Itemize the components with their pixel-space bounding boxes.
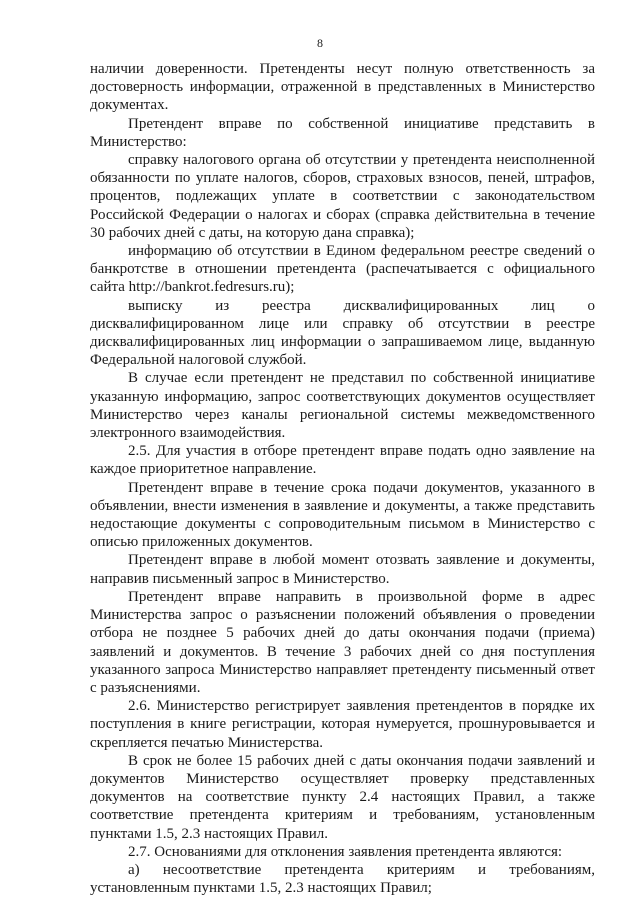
paragraph: В случае если претендент не представил по собственной инициативе указанную информацию, запрос соответствующих документов осуществляет Министерство через каналы региональной системы межведомственного электронного взаимодействия.: [90, 370, 595, 442]
paragraph: информацию об отсутствии в Едином федеральном реестре сведений о банкротстве в отношении претендента (распечатывается с официального сайта http://bankrot.fedresurs.ru);: [90, 243, 595, 296]
page-number: 8: [317, 36, 323, 50]
document-body: [90, 60, 595, 897]
paragraph: Претендент вправе в течение срока подачи документов, указанного в объявлении, внести изменения в заявление и документы, а также представить недостающие документы с сопроводительным письмом в Министерство с описью приложенных документов.: [90, 479, 595, 551]
paragraph: 2.5. Для участия в отборе претендент вправе подать одно заявление на каждое приоритетное направление.: [90, 443, 595, 478]
paragraph: справку налогового органа об отсутствии у претендента неисполненной обязанности по уплате налогов, сборов, страховых взносов, пеней, штрафов, процентов, подлежащих уплате в соответствии с законодательством Российской Федерации о налогах и сборах (справка действительна в течение 30 рабочих дней с даты, на которую дана справка);: [90, 152, 595, 241]
paragraph: В срок не более 15 рабочих дней с даты окончания подачи заявлений и документов Министерство осуществляет проверку представленных документов на соответствие пункту 2.4 настоящих Правил, а также соответствие претендента критериям и требованиям, установленным пунктами 1.5, 2.3 настоящих Правил.: [90, 752, 595, 842]
paragraph: 2.6. Министерство регистрирует заявления претендентов в порядке их поступления в книге регистрации, которая нумеруется, прошнуровывается и скрепляется печатью Министерства.: [90, 698, 595, 751]
paragraph: 2.7. Основаниями для отклонения заявления претендента являются:: [128, 843, 563, 860]
paragraph: выписку из реестра дисквалифицированных лиц о дисквалифицированном лице или справку об отсутствии в реестре дисквалифицированных лиц информации о запрашиваемом лице, выданную Федеральной налоговой службой.: [90, 297, 595, 369]
paragraph: а) несоответствие претендента критериям и требованиям, установленным пунктами 1.5, 2.3 настоящих Правил;: [90, 861, 595, 897]
paragraph: наличии доверенности. Претенденты несут полную ответственность за достоверность информации, отраженной в представленных в Министерство документах.: [90, 61, 595, 114]
paragraph: Претендент вправе направить в произвольной форме в адрес Министерства запрос о разъяснении положений объявления о проведении отбора не позднее 5 рабочих дней до даты окончания подачи (приема) заявлений и документов. В течение 3 рабочих дней со дня поступления указанного запроса Министерство направляет претенденту письменный ответ с разъяснениями.: [90, 588, 595, 696]
paragraph: Претендент вправе в любой момент отозвать заявление и документы, направив письменный запрос в Министерство.: [90, 552, 595, 587]
paragraph: Претендент вправе по собственной инициативе представить в Министерство:: [90, 115, 595, 150]
